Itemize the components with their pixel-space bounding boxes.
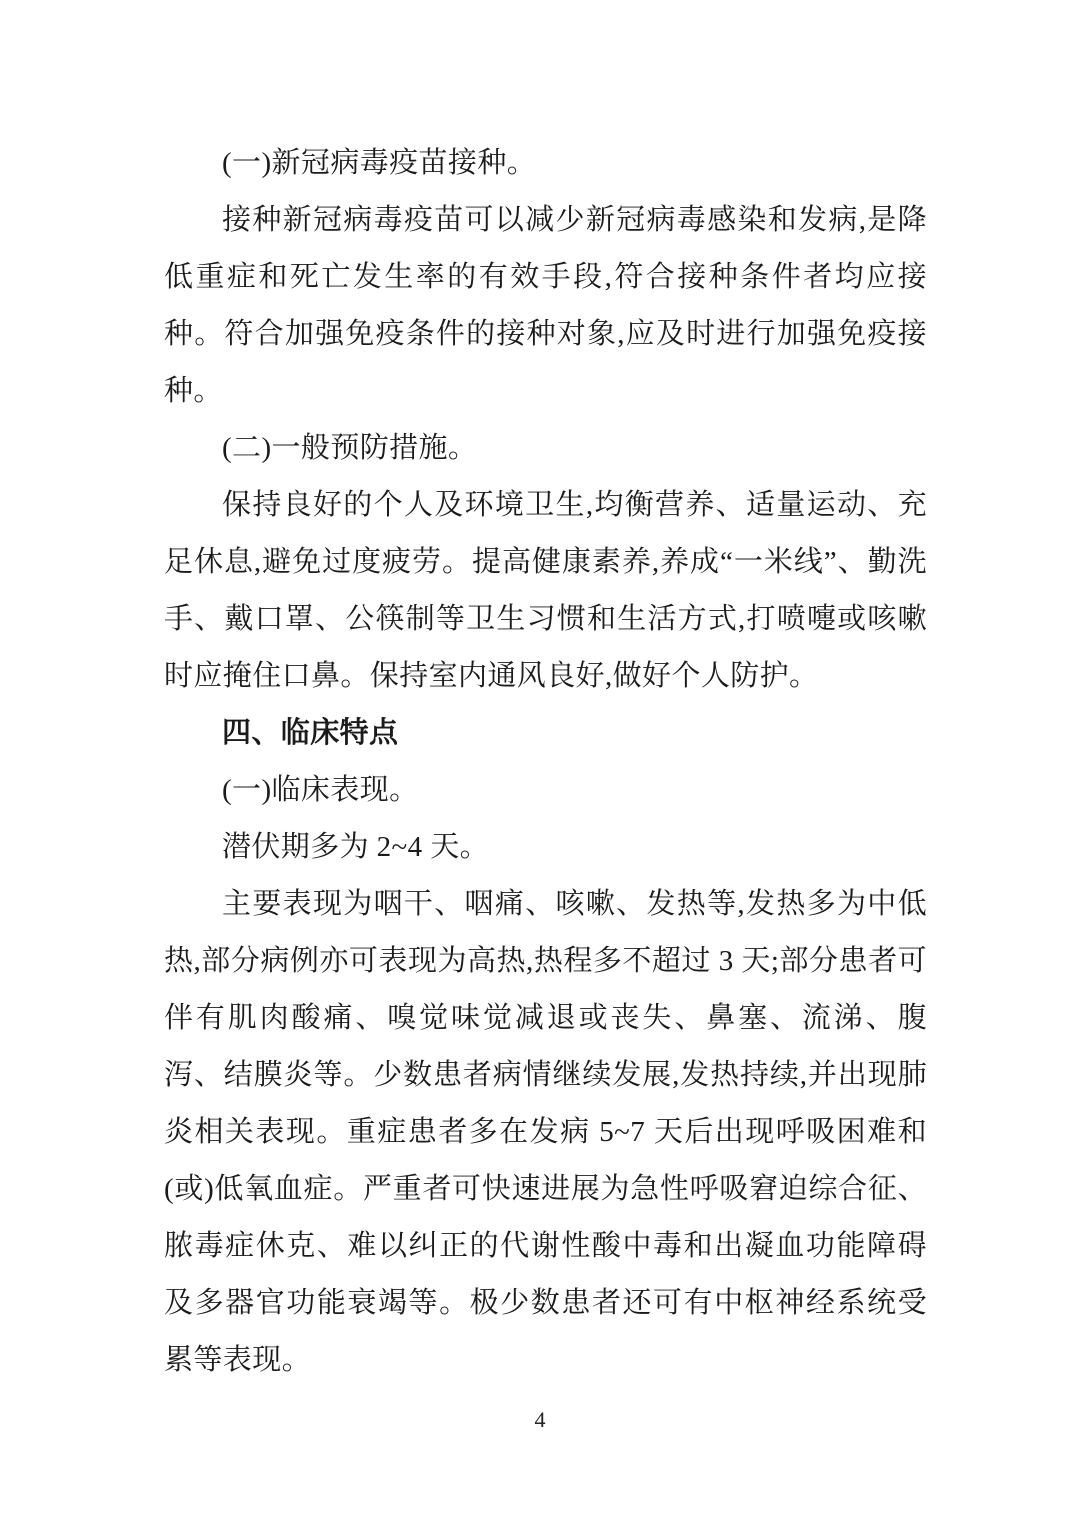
doc-subheading-1: (一)新冠病毒疫苗接种。 bbox=[222, 147, 537, 179]
doc-paragraph-7: 潜伏期多为 2~4 天。 bbox=[222, 831, 489, 863]
document-text-block bbox=[164, 135, 927, 1389]
doc-paragraph-2: 接种新冠病毒疫苗可以减少新冠病毒感染和发病,是降低重症和死亡发生率的有效手段,符合接种条件者均应接种。符合加强免疫条件的接种对象,应及时进行加强免疫接种。 bbox=[164, 204, 927, 407]
doc-section-heading-5: 四、临床特点 bbox=[222, 717, 399, 749]
doc-paragraph-8: 主要表现为咽干、咽痛、咳嗽、发热等,发热多为中低热,部分病例亦可表现为高热,热程多不超过 3 天;部分患者可伴有肌肉酸痛、嗅觉味觉减退或丧失、鼻塞、流涕、腹泻、结膜炎等。少数患者病情继续发展,发热持续,并出现肺炎相关表现。重症患者多在发病 5~7 天后出现呼吸困难和(或)低氧血症。严重者可快速进展为急性呼吸窘迫综合征、脓毒症休克、难以纠正的代谢性酸中毒和出凝血功能障碍及多器官功能衰竭等。极少数患者还可有中枢神经系统受累等表现。 bbox=[164, 888, 927, 1376]
doc-paragraph-4: 保持良好的个人及环境卫生,均衡营养、适量运动、充足休息,避免过度疲劳。提高健康素养,养成“一米线”、勤洗手、戴口罩、公筷制等卫生习惯和生活方式,打喷嚏或咳嗽时应掩住口鼻。保持室内通风良好,做好个人防护。 bbox=[164, 489, 927, 692]
page-number: 4 bbox=[534, 1407, 546, 1432]
doc-subheading-3: (二)一般预防措施。 bbox=[222, 432, 478, 464]
doc-subheading-6: (一)临床表现。 bbox=[222, 774, 419, 806]
